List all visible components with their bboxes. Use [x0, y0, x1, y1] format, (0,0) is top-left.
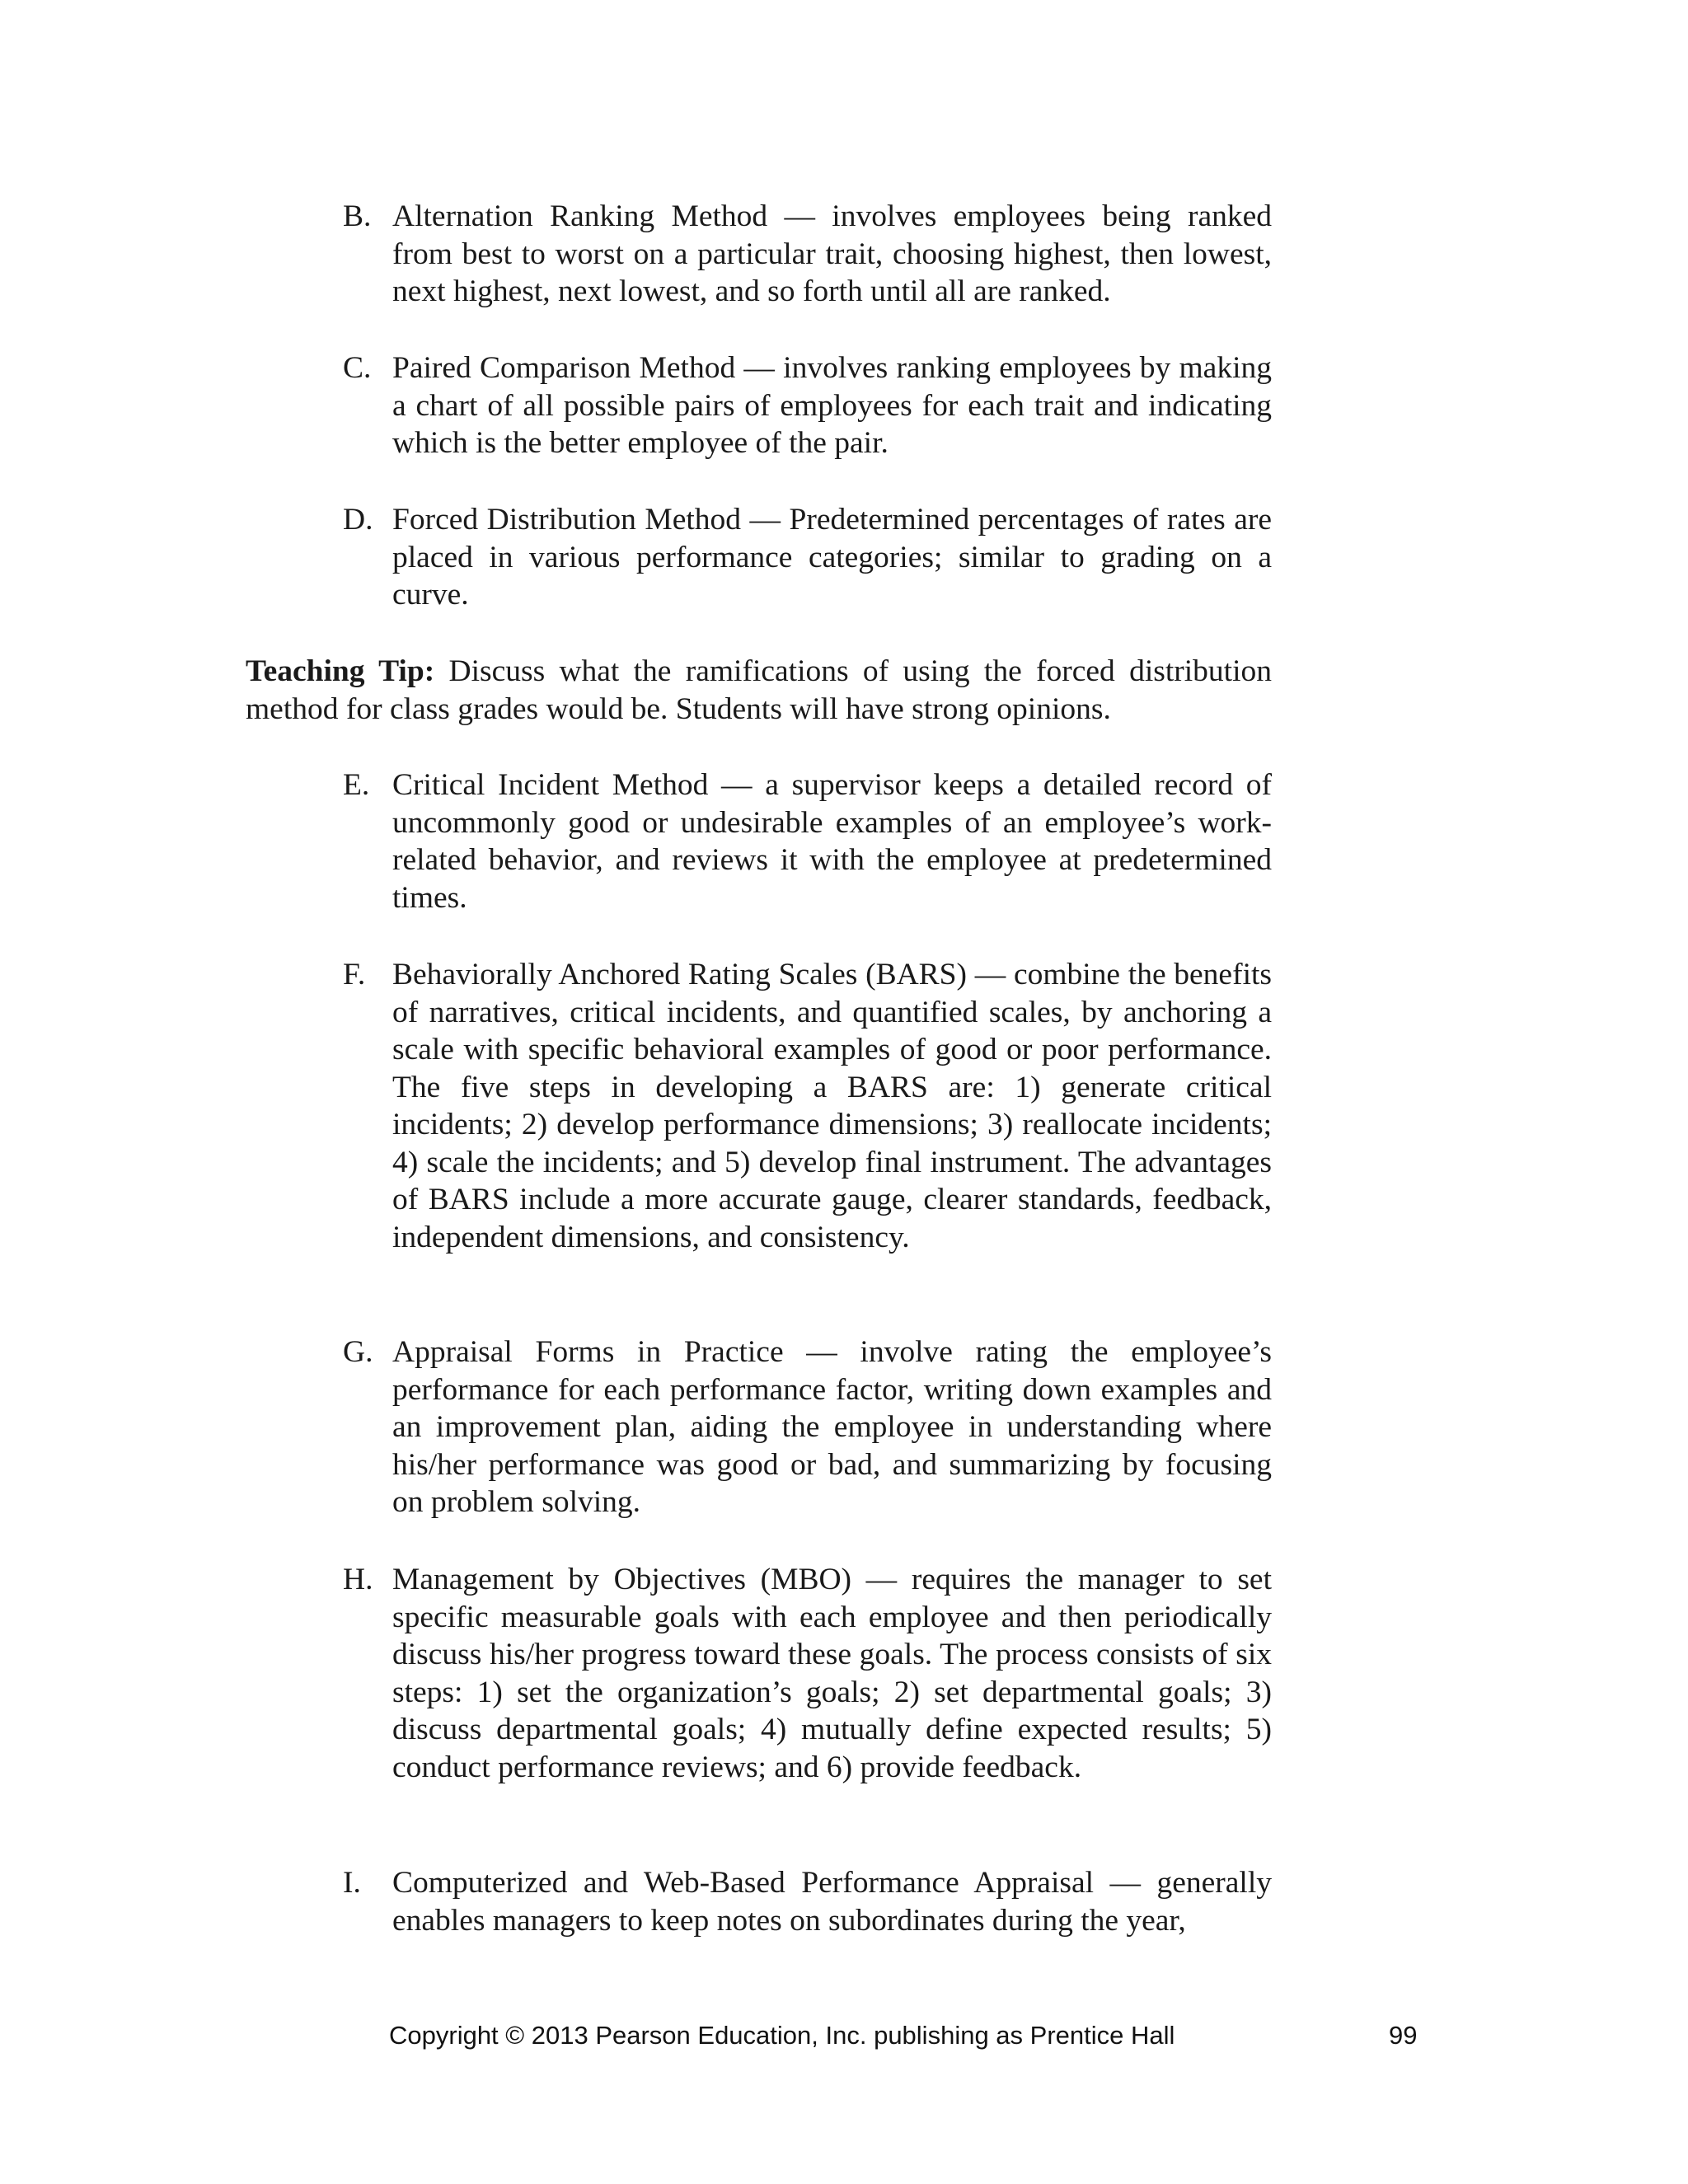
- list-item-text: Forced Distribution Method — Predetermined percentages of rates are placed in various performance categories; similar to grading on a curve.: [392, 503, 1272, 612]
- list-item-text: Paired Comparison Method — involves ranking employees by making a chart of all possible pairs of employees for each trait and indicating which is the better employee of the pair.: [392, 351, 1272, 460]
- list-item-text: Appraisal Forms in Practice — involve rating the employee’s performance for each performance factor, writing down examples and an improvement plan, aiding the employee in understanding where his/her performance was good or bad, and summarizing by focusing on problem solving.: [392, 1335, 1272, 1519]
- list-item-f: [343, 956, 1272, 1256]
- list-item-g: [343, 1333, 1272, 1521]
- list-item-marker: E.: [343, 768, 370, 802]
- list-item-d: [343, 501, 1272, 614]
- list-item-marker: F.: [343, 958, 366, 991]
- list-item-text: Computerized and Web-Based Performance Appraisal — generally enables managers to keep notes on subordinates during the year,: [392, 1866, 1272, 1938]
- list-item-text: Alternation Ranking Method — involves employees being ranked from best to worst on a particular trait, choosing highest, then lowest, next highest, next lowest, and so forth until all are ranked.: [392, 199, 1272, 308]
- list-item-e: [343, 766, 1272, 916]
- teaching-tip-text: Discuss what the ramifications of using the forced distribution method for class grades would be. Students will have strong opinions.: [246, 654, 1273, 726]
- list-item-marker: G.: [343, 1335, 373, 1369]
- list-item-marker: B.: [343, 199, 372, 233]
- list-item-b: [343, 198, 1272, 311]
- list-item-marker: C.: [343, 351, 372, 385]
- footer-copyright: Copyright © 2013 Pearson Education, Inc. publishing as Prentice Hall: [389, 2021, 1175, 2050]
- list-item-i: [343, 1864, 1272, 1939]
- list-item-c: [343, 349, 1272, 462]
- list-item-text: Management by Objectives (MBO) — requires the manager to set specific measurable goals with each employee and then periodically discuss his/her progress toward these goals. The process consists of six steps: 1) set the organization’s goals; 2) set departmental goals; 3) discuss departmental goals; 4) mutually define expected results; 5) conduct performance reviews; and 6) provide feedback.: [392, 1563, 1272, 1784]
- list-item-marker: D.: [343, 503, 373, 537]
- teaching-tip-label: Teaching Tip:: [246, 654, 435, 688]
- teaching-tip: [246, 653, 1272, 728]
- list-item-marker: I.: [343, 1866, 361, 1900]
- list-item-text: Critical Incident Method — a supervisor keeps a detailed record of uncommonly good or undesirable examples of an employee’s work-related behavior, and reviews it with the employee at predetermined times.: [392, 768, 1272, 915]
- list-item-h: [343, 1561, 1272, 1786]
- list-item-text: Behaviorally Anchored Rating Scales (BARS) — combine the benefits of narratives, critical incidents, and quantified scales, by anchoring a scale with specific behavioral examples of good or poor performance. The five steps in developing a BARS are: 1) generate critical incidents; 2) develop performance dimensions; 3) reallocate incidents; 4) scale the incidents; and 5) develop final instrument. The advantages of BARS include a more accurate gauge, clearer standards, feedback, independent dimensions, and consistency.: [392, 958, 1272, 1254]
- list-item-marker: H.: [343, 1563, 373, 1596]
- page-number: 99: [1389, 2021, 1418, 2050]
